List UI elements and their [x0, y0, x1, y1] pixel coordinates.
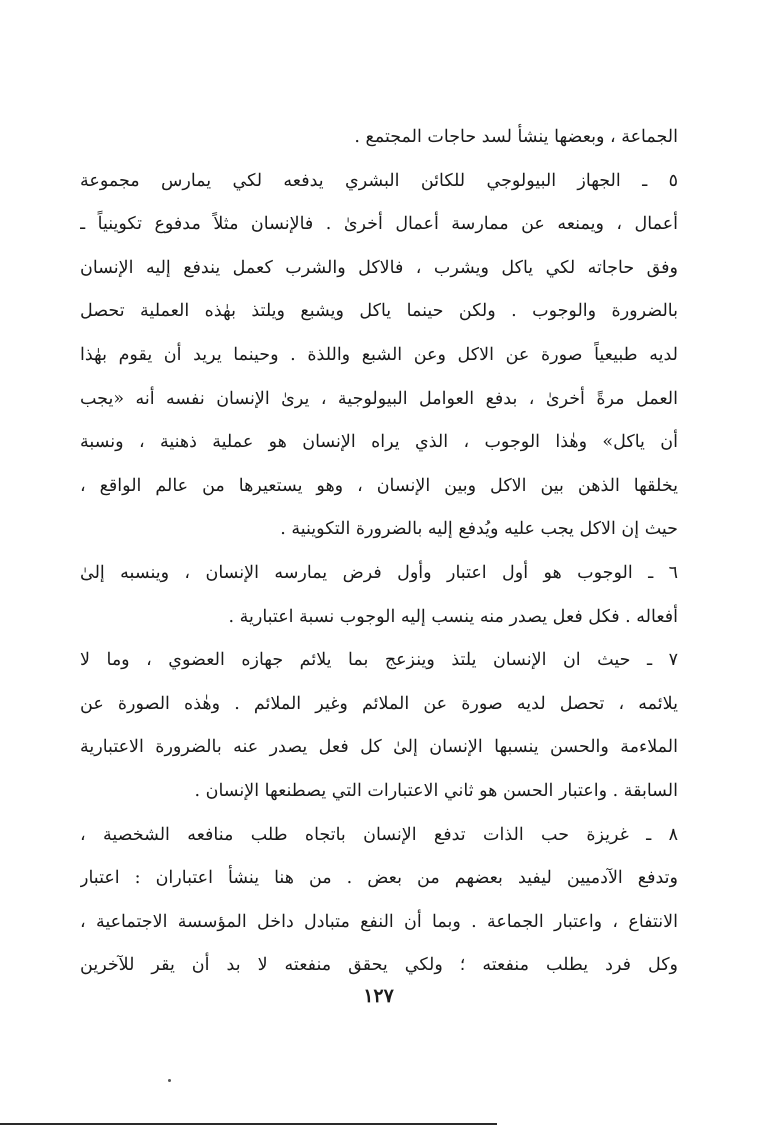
text-line: ٧ ـ حيث ان الإنسان يلتذ وينزعج بما يلائم جهازه العضوي ، وما لا — [80, 650, 678, 671]
scan-speck — [168, 1079, 171, 1082]
text-line: لديه طبيعياً صورة عن الاكل وعن الشبع واللذة . وحينما يريد أن يقوم بهٰذا — [80, 344, 678, 365]
text-line: العمل مرةً أخرىٰ ، بدفع العوامل البيولوجية ، يرىٰ الإنسان نفسه أنه «يجب — [80, 388, 678, 409]
text-line: أن ياكل» وهٰذا الوجوب ، الذي يراه الإنسان هو عملية ذهنية ، ونسبة — [80, 432, 678, 453]
text-line: يخلقها الذهن بين الاكل وبين الإنسان ، وهو يستعيرها من عالم الواقع ، — [80, 475, 678, 496]
bottom-rule — [0, 1123, 497, 1125]
text-line: يلائمه ، تحصل لديه صورة عن الملائم وغير الملائم . وهٰذه الصورة عن — [80, 693, 678, 714]
text-line: أفعاله . فكل فعل يصدر منه ينسب إليه الوجوب نسبة اعتبارية . — [228, 606, 678, 627]
text-line: السابقة . واعتبار الحسن هو ثاني الاعتبارات التي يصطنعها الإنسان . — [194, 780, 678, 801]
text-line: وفق حاجاته لكي ياكل ويشرب ، فالاكل والشرب كعمل يندفع إليه الإنسان — [80, 257, 678, 278]
text-line: الانتفاع ، واعتبار الجماعة . وبما أن النفع متبادل داخل المؤسسة الاجتماعية ، — [80, 911, 678, 932]
text-line: حيث إن الاكل يجب عليه ويُدفع إليه بالضرورة التكوينية . — [280, 519, 678, 540]
text-line: وتدفع الآدميين ليفيد بعضهم من بعض . من هنا ينشأ اعتباران : اعتبار — [80, 868, 678, 889]
text-line: وكل فرد يطلب منفعته ؛ ولكي يحقق منفعته لا بد أن يقر للآخرين — [80, 955, 678, 976]
text-line: الجماعة ، وبعضها ينشأ لسد حاجات المجتمع . — [354, 127, 678, 147]
page-number: ١٢٧ — [363, 985, 394, 1007]
text-line: الملاءمة والحسن ينسبها الإنسان إلىٰ كل فعل يصدر عنه بالضرورة الاعتبارية — [80, 737, 678, 758]
text-line: ٨ ـ غريزة حب الذات تدفع الإنسان باتجاه طلب منافعه الشخصية ، — [80, 824, 678, 845]
text-line: ٦ ـ الوجوب هو أول اعتبار وأول فرض يمارسه الإنسان ، وينسبه إلىٰ — [80, 562, 678, 583]
body-text — [80, 116, 678, 988]
text-line: أعمال ، ويمنعه عن ممارسة أعمال أخرىٰ . فالإنسان مثلاً مدفوع تكوينياً ـ — [80, 214, 678, 235]
text-line: ٥ ـ الجهاز البيولوجي للكائن البشري يدفعه لكي يمارس مجموعة — [80, 170, 678, 191]
text-line: بالضرورة والوجوب . ولكن حينما ياكل ويشبع ويلتذ بهٰذه العملية تحصل — [80, 301, 678, 322]
